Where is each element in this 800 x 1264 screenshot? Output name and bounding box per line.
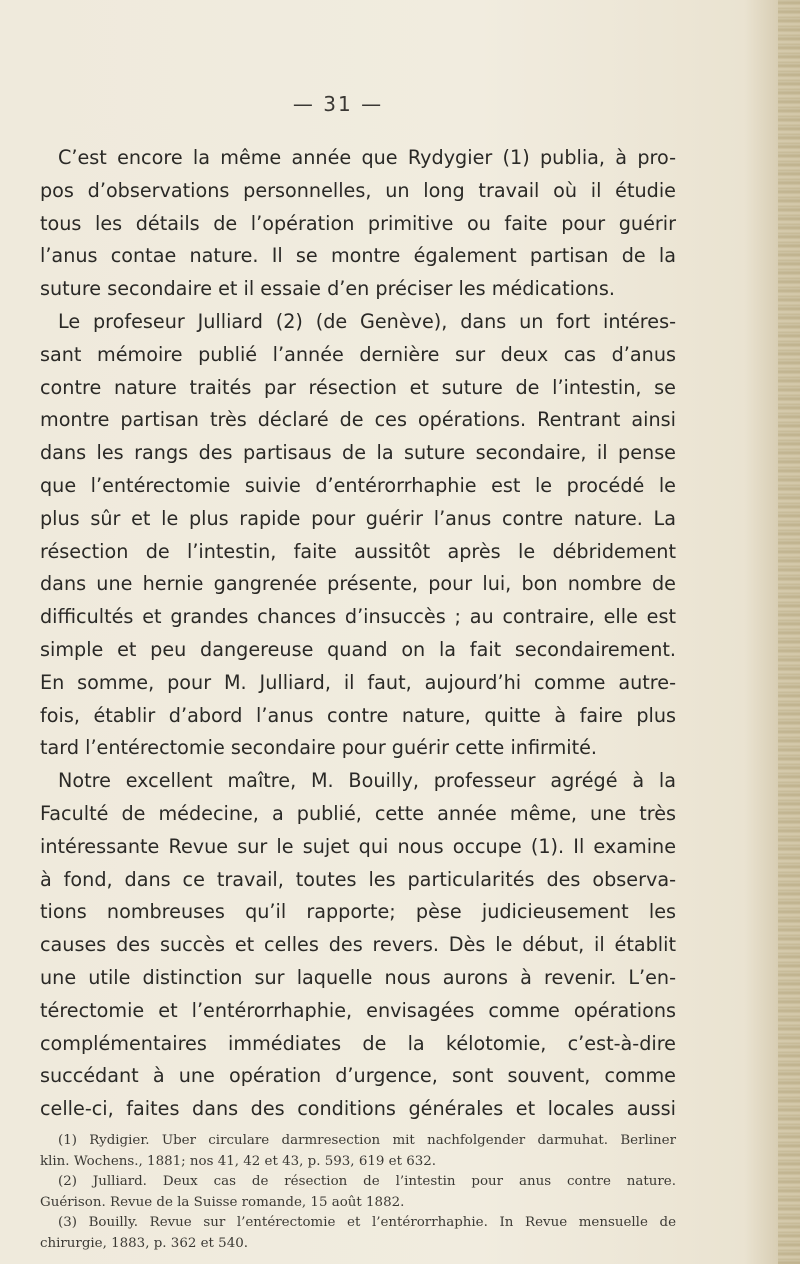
body-text <box>40 142 676 1126</box>
footnote-line: Guérison. Revue de la Suisse romande, 15 août 1882. <box>40 1194 405 1210</box>
text-line: montre partisan très déclaré de ces opérations. Rentrant ainsi <box>40 408 676 432</box>
text-line: Notre excellent maître, M. Bouilly, professeur agrégé à la <box>58 769 676 793</box>
text-line: simple et peu dangereuse quand on la fait secondairement. <box>40 637 676 661</box>
text-line: l’anus contae nature. Il se montre également partisan de la <box>40 244 676 268</box>
footnote-line: (3) Bouilly. Revue sur l’entérectomie et l’entérorrhaphie. In Revue mensuelle de <box>58 1215 676 1231</box>
text-line: dans une hernie gangrenée présente, pour lui, bon nombre de <box>40 572 676 596</box>
text-line: Faculté de médecine, a publié, cette année même, une très <box>40 801 676 825</box>
text-line: que l’entérectomie suivie d’entérorrhaphie est le procédé le <box>40 473 676 497</box>
text-line: résection de l’intestin, faite aussitôt après le débridement <box>40 539 676 563</box>
text-line: difficultés et grandes chances d’insuccès ; au contraire, elle est <box>40 605 676 629</box>
text-line: une utile distinction sur laquelle nous aurons à revenir. L’en- <box>40 965 676 989</box>
footnotes <box>40 1131 676 1255</box>
text-line: succédant à une opération d’urgence, sont souvent, comme <box>40 1064 676 1088</box>
text-line: celle-ci, faites dans des conditions générales et locales aussi <box>40 1097 676 1121</box>
text-line: En somme, pour M. Julliard, il faut, aujourd’hi comme autre- <box>40 670 676 694</box>
text-line: C’est encore la même année que Rydygier (1) publia, à pro- <box>58 146 676 169</box>
page-number: — 31 — <box>292 92 384 116</box>
footnote-line: chirurgie, 1883, p. 362 et 540. <box>40 1235 248 1251</box>
text-line: tard l’entérectomie secondaire pour guérir cette infirmité. <box>40 736 598 760</box>
footnote-line: (2) Julliard. Deux cas de résection de l’intestin pour anus contre nature. <box>58 1174 676 1190</box>
text-line: pos d’observations personnelles, un long travail où il étudie <box>40 178 676 202</box>
text-line: tions nombreuses qu’il rapporte; pèse judicieusement les <box>40 900 676 924</box>
text-line: à fond, dans ce travail, toutes les particularités des observa- <box>40 867 676 891</box>
text-line: tous les détails de l’opération primitive ou faite pour guérir <box>40 211 676 235</box>
text-line: intéressante Revue sur le sujet qui nous occupe (1). Il examine <box>40 834 676 858</box>
text-line: dans les rangs des partisaus de la suture secondaire, il pense <box>40 441 676 465</box>
text-line: contre nature traités par résection et suture de l’intestin, se <box>40 375 676 399</box>
text-line: plus sûr et le plus rapide pour guérir l’anus contre nature. La <box>40 506 676 530</box>
text-line: causes des succès et celles des revers. Dès le début, il établit <box>40 933 676 957</box>
text-line: complémentaires immédiates de la kélotomie, c’est-à-dire <box>40 1031 676 1055</box>
book-spine-edge <box>778 0 800 1264</box>
footnote-line: (1) Rydigier. Uber circulare darmresection mit nachfolgender darmuhat. Berliner <box>58 1133 676 1148</box>
text-line: térectomie et l’entérorrhaphie, envisagées comme opérations <box>40 998 676 1022</box>
text-line: Le profeseur Julliard (2) (de Genève), dans un fort intéres- <box>58 309 676 333</box>
text-line: suture secondaire et il essaie d’en préciser les médications. <box>40 277 615 301</box>
text-line: sant mémoire publié l’année dernière sur deux cas d’anus <box>40 342 676 366</box>
text-line: fois, établir d’abord l’anus contre nature, quitte à faire plus <box>40 703 676 727</box>
footnote-line: klin. Wochens., 1881; nos 41, 42 et 43, p. 593, 619 et 632. <box>40 1153 437 1169</box>
